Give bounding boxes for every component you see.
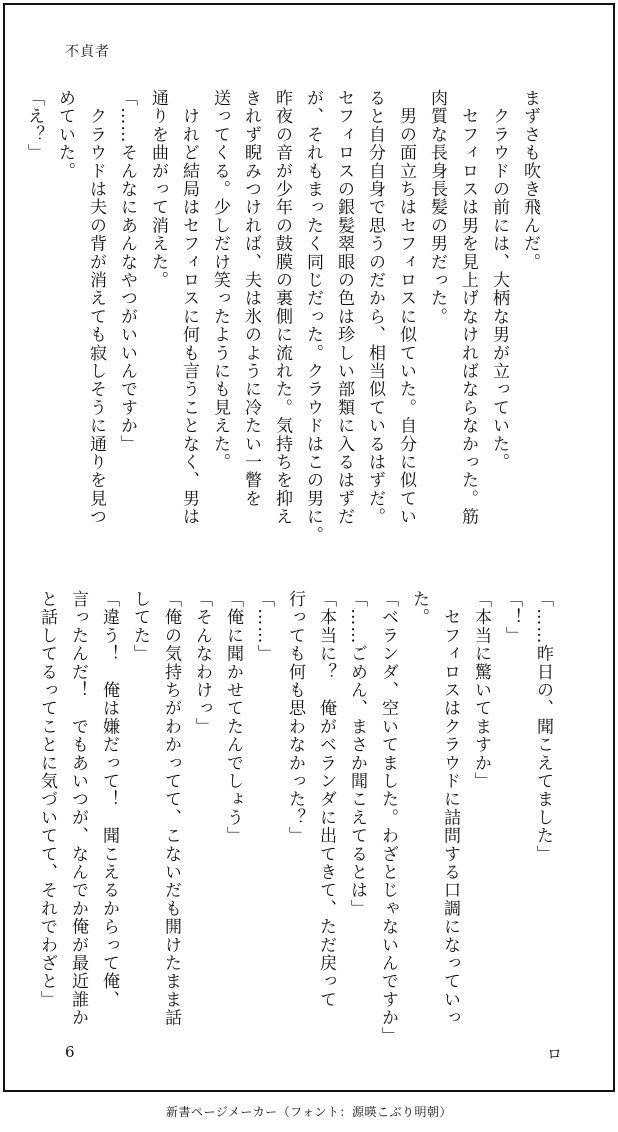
text-line: 「……そんなにあんなやつがいいんですか」	[117, 89, 137, 453]
text-line: 通りを曲がって消えた。	[148, 89, 168, 290]
text-line: けれど結局はセフィロスに何も言うことなく、男は	[179, 89, 199, 526]
text-line: セフィロスは男を見上げなければならなかった。筋	[458, 89, 478, 526]
text-line: してた」	[130, 590, 150, 663]
text-line: 「……ごめん、まさか聞こえてるとは」	[347, 590, 367, 918]
upper-text-block	[18, 89, 545, 559]
text-line: 「！」	[502, 590, 522, 645]
text-line: 「そんなわけっ」	[192, 590, 212, 736]
text-line: 「俺に聞かせてたんでしょう」	[223, 590, 243, 845]
text-line: まずさも吹き飛んだ。	[520, 89, 540, 271]
text-line: 行っても何も思わなかった？」	[285, 590, 305, 845]
lower-text-block	[31, 590, 558, 1045]
text-line: 「……」	[254, 590, 274, 663]
text-line: ると自分自身で思うのだから、相当似ているはずだ。	[365, 89, 385, 526]
text-line: た。	[409, 590, 429, 627]
text-line: 「本当に驚いてますか」	[471, 590, 491, 791]
text-line: セフィロスはクラウドに詰問する口調になっていっ	[440, 590, 460, 1027]
text-line: 昨夜の音が少年の鼓膜の裏側に流れた。気持ちを抑え	[272, 89, 292, 526]
page-number: 6	[65, 1043, 75, 1061]
text-line: と話してるってことに気づいてて、それでわざと」	[37, 590, 57, 1009]
text-line: セフィロスの銀髪翠眼の色は珍しい部類に入るはずだ	[334, 89, 354, 526]
text-line: 「俺の気持ちがわかってて、こないだも開けたまま話	[161, 590, 181, 1027]
text-line: クラウドの前には、大柄な男が立っていた。	[489, 89, 509, 472]
text-line: 肉質な長身長髪の男だった。	[427, 89, 447, 326]
text-line: 「ベランダ、空いてました。わざとじゃないんですか」	[378, 590, 398, 1045]
page-frame	[3, 3, 615, 1092]
text-line: めていた。	[55, 89, 75, 180]
text-line: 言ったんだ！ でもあいつが、なんでか俺が最近誰か	[68, 590, 88, 1027]
text-line: が、それもまったく同じだった。クラウドはこの男に。	[303, 89, 323, 544]
text-line: きれず睨みつければ、夫は氷のように冷たい一瞥を	[241, 89, 261, 508]
footer-credit: 新書ページメーカー（フォント：源暎こぶり明朝）	[165, 1105, 453, 1119]
text-line: 「え？」	[24, 89, 44, 162]
page-number-marker: ロ	[547, 1045, 563, 1063]
text-line: 「違う！ 俺は嫌だって！ 聞こえるからって俺、	[99, 590, 119, 1009]
text-line: 男の面立ちはセフィロスに似ていた。自分に似てい	[396, 89, 416, 526]
text-line: 「本当に？ 俺がベランダに出てきて、ただ戻って	[316, 590, 336, 1009]
running-header-title: 不貞者	[65, 44, 110, 60]
text-line: 「……昨日の、聞こえてました」	[533, 590, 553, 863]
text-line: 送ってくる。少しだけ笑ったようにも見えた。	[210, 89, 230, 472]
text-line: クラウドは夫の背が消えても寂しそうに通りを見つ	[86, 89, 106, 526]
